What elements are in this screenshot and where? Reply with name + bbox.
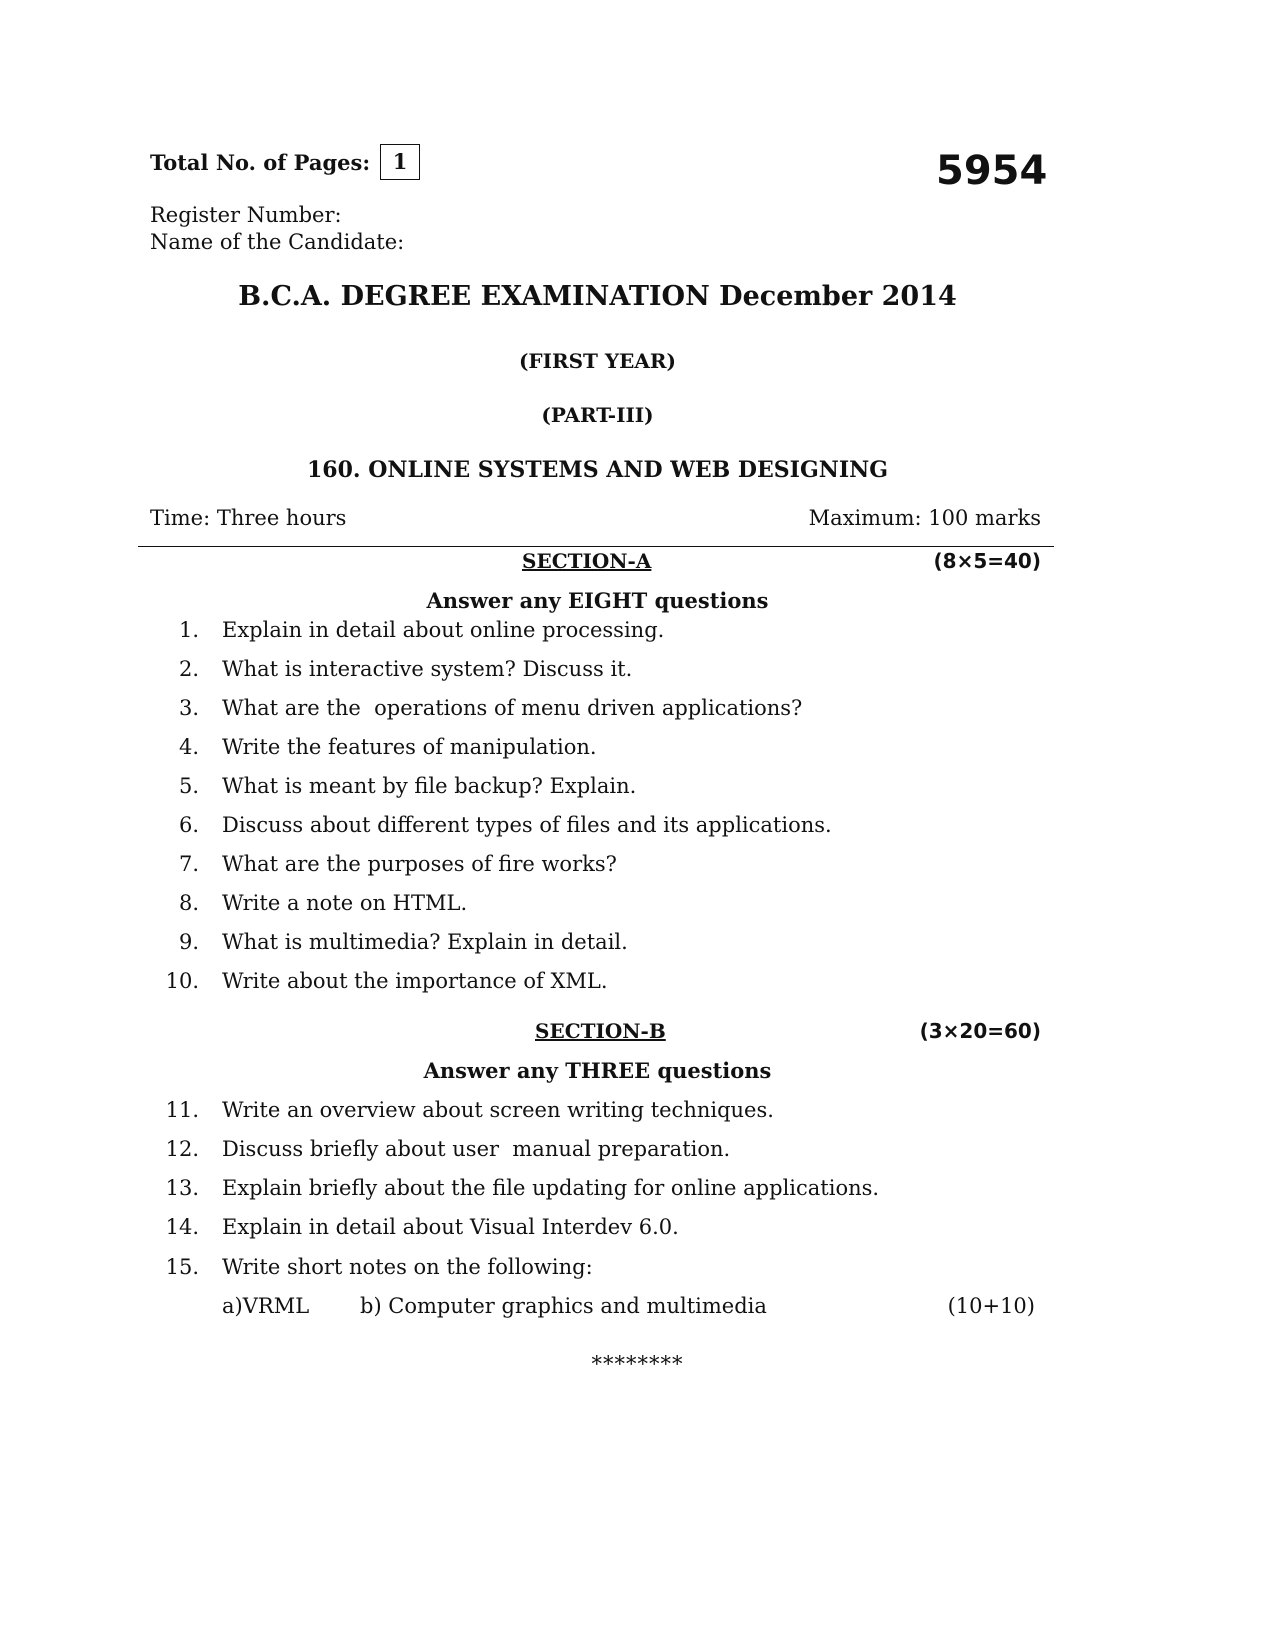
question-text: What is multimedia? Explain in detail. — [222, 930, 628, 954]
section-a-title: SECTION-A — [522, 549, 652, 573]
question-text: Write short notes on the following: — [222, 1255, 593, 1279]
question-number: 8. — [178, 891, 199, 915]
question-number: 11. — [165, 1098, 199, 1122]
total-pages-label: Total No. of Pages: — [150, 150, 371, 175]
exam-part: (PART-III) — [541, 403, 654, 427]
register-number-label: Register Number: — [150, 203, 342, 227]
exam-year: (FIRST YEAR) — [518, 349, 677, 373]
question-text: Discuss briefly about user manual preparation. — [222, 1137, 731, 1161]
question-text: Write the features of manipulation. — [222, 735, 597, 759]
question-15-part-a: a)VRML — [222, 1294, 310, 1318]
question-number: 7. — [178, 852, 199, 876]
question-text: What is interactive system? Discuss it. — [222, 657, 633, 681]
question-number: 6. — [178, 813, 199, 837]
section-b-instruction: Answer any THREE questions — [423, 1058, 772, 1083]
question-number: 5. — [178, 774, 199, 798]
question-number: 15. — [165, 1255, 199, 1279]
exam-duration: Time: Three hours — [150, 506, 347, 530]
question-text: What are the purposes of fire works? — [222, 852, 617, 876]
paper-code: 5954 — [936, 148, 1048, 194]
question-text: Explain in detail about Visual Interdev 6.0. — [222, 1215, 679, 1239]
maximum-marks: Maximum: 100 marks — [808, 506, 1041, 530]
question-text: Write an overview about screen writing techniques. — [222, 1098, 774, 1122]
section-b-marks: (3×20=60) — [919, 1019, 1041, 1043]
end-of-paper-marker: ******** — [591, 1352, 684, 1376]
question-text: Discuss about different types of files and its applications. — [222, 813, 832, 837]
exam-title: B.C.A. DEGREE EXAMINATION December 2014 — [238, 281, 957, 312]
question-text: What are the operations of menu driven applications? — [222, 696, 803, 720]
question-15-part-b: b) Computer graphics and multimedia — [360, 1294, 767, 1318]
question-number: 13. — [165, 1176, 199, 1200]
total-pages-value-box: 1 — [380, 144, 420, 180]
question-text: Write a note on HTML. — [222, 891, 468, 915]
question-number: 2. — [178, 657, 199, 681]
question-text: Write about the importance of XML. — [222, 969, 608, 993]
question-text: What is meant by file backup? Explain. — [222, 774, 637, 798]
question-number: 12. — [165, 1137, 199, 1161]
question-text: Explain in detail about online processing. — [222, 618, 665, 642]
question-number: 4. — [178, 735, 199, 759]
question-15-marks: (10+10) — [947, 1294, 1035, 1318]
question-number: 1. — [178, 618, 199, 642]
question-text: Explain briefly about the file updating for online applications. — [222, 1176, 880, 1200]
question-number: 3. — [178, 696, 199, 720]
candidate-name-label: Name of the Candidate: — [150, 230, 405, 254]
section-a-instruction: Answer any EIGHT questions — [426, 588, 769, 613]
section-b-title: SECTION-B — [535, 1019, 666, 1043]
question-number: 10. — [165, 969, 199, 993]
header-divider — [138, 546, 1054, 547]
question-number: 9. — [178, 930, 199, 954]
section-a-marks: (8×5=40) — [933, 549, 1041, 573]
exam-subject: 160. ONLINE SYSTEMS AND WEB DESIGNING — [306, 457, 889, 483]
question-number: 14. — [165, 1215, 199, 1239]
